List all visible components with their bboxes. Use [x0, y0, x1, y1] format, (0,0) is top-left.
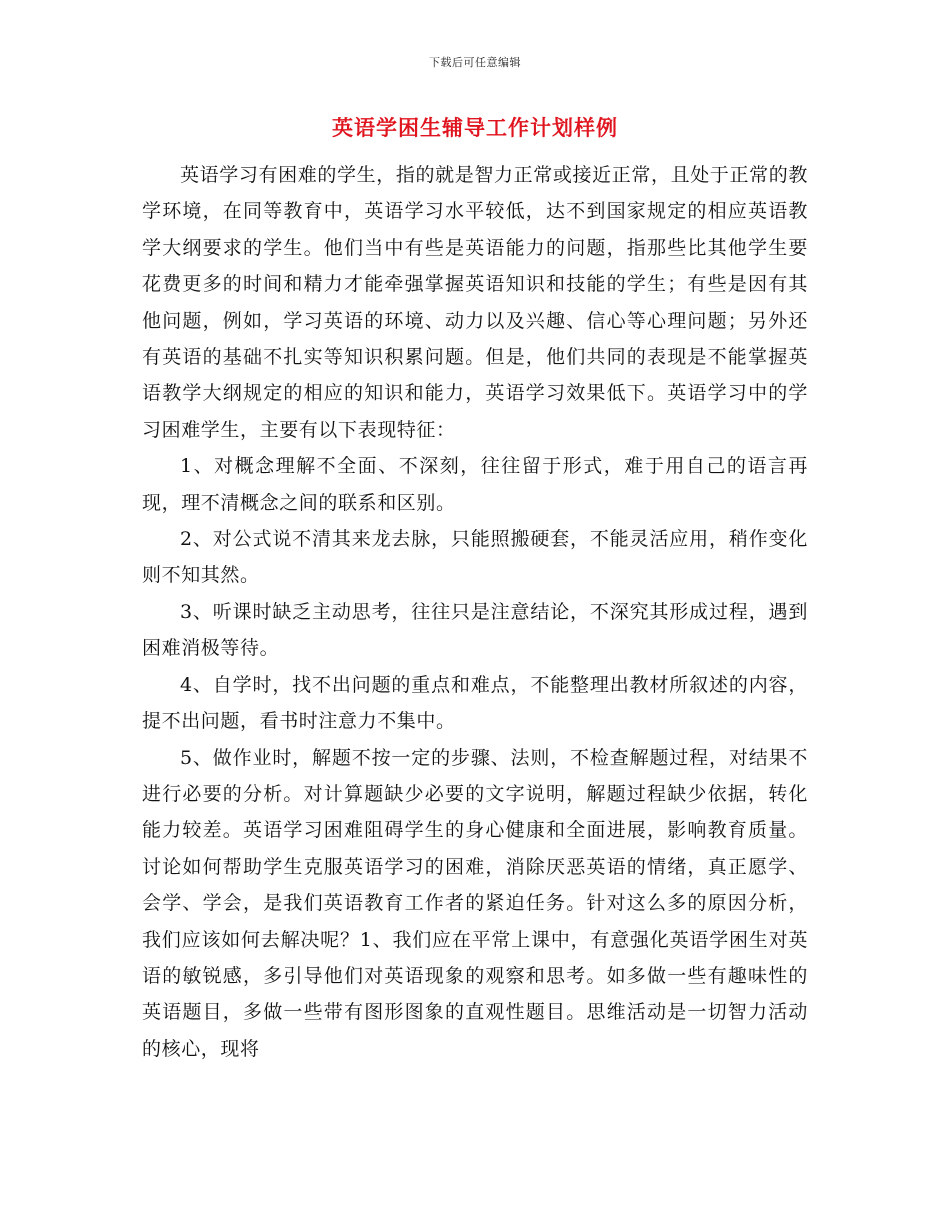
paragraph-item-2: 2、对公式说不清其来龙去脉，只能照搬硬套，不能灵活应用，稍作变化则不知其然。 [142, 528, 808, 587]
header-note: 下载后可任意编辑 [429, 56, 521, 69]
paragraph-item-4: 4、自学时，找不出问题的重点和难点，不能整理出教材所叙述的内容，提不出问题，看书时注意力不集中。 [142, 673, 808, 733]
paragraph-item-1: 1、对概念理解不全面、不深刻，往往留于形式，难于用自己的语言再现，理不清概念之间的联系和区别。 [142, 455, 808, 514]
document-title: 英语学困生辅导工作计划样例 [332, 115, 618, 140]
paragraph-intro: 英语学习有困难的学生，指的就是智力正常或接近正常，且处于正常的教学环境，在同等教育中，英语学习水平较低，达不到国家规定的相应英语教学大纲要求的学生。他们当中有些是英语能力的问题，指那些比其他学生要花费更多的时间和精力才能牵强掌握英语知识和技能的学生；有些是因有其他问题，例如，学习英语的环境、动力以及兴趣、信心等心理问题；另外还有英语的基础不扎实等知识积累问题。但是，他们共同的表现是不能掌握英语教学大纲规定的相应的知识和能力，英语学习效果低下。英语学习中的学习困难学生，主要有以下表现特征： [142, 164, 808, 441]
paragraph-item-5: 5、做作业时，解题不按一定的步骤、法则，不检查解题过程，对结果不进行必要的分析。对计算题缺少必要的文字说明，解题过程缺少依据，转化能力较差。英语学习困难阻碍学生的身心健康和全面进展，影响教育质量。讨论如何帮助学生克服英语学习的困难，消除厌恶英语的情绪，真正愿学、会学、学会，是我们英语教育工作者的紧迫任务。针对这么多的原因分析，我们应该如何去解决呢？1、我们应在平常上课中，有意强化英语学困生对英语的敏锐感，多引导他们对英语现象的观察和思考。如多做一些有趣味性的英语题目，多做一些带有图形图象的直观性题目。思维活动是一切智力活动的核心，现将 [142, 746, 808, 1060]
paragraph-item-3: 3、听课时缺乏主动思考，往往只是注意结论，不深究其形成过程，遇到困难消极等待。 [142, 600, 808, 660]
document-body [142, 157, 808, 1067]
